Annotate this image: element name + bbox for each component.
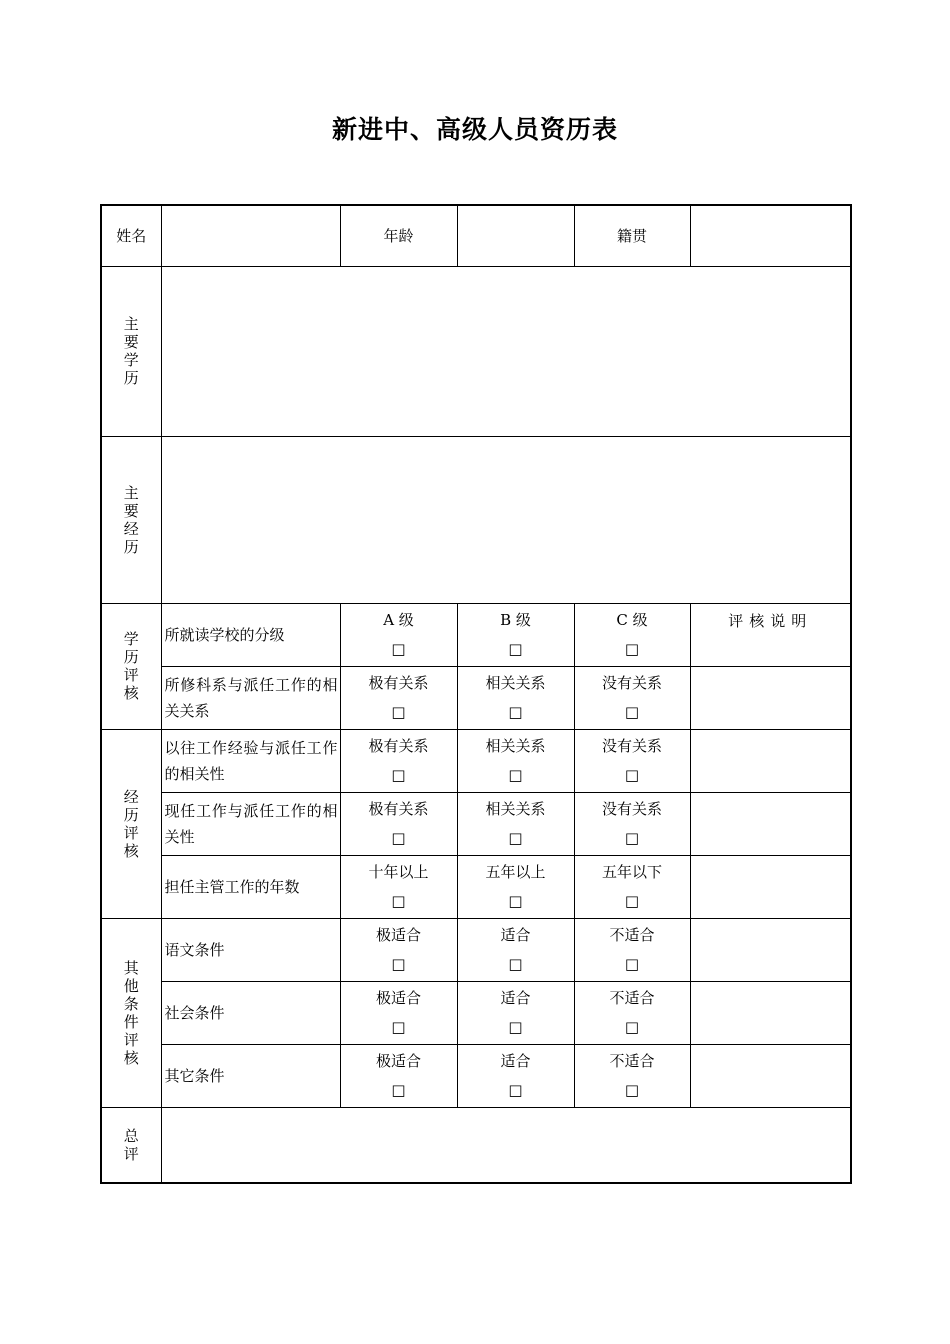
option-cell[interactable] [340, 792, 457, 855]
option-cell[interactable] [574, 603, 690, 666]
checkbox[interactable]: □ [508, 891, 523, 910]
option-cell[interactable] [457, 729, 574, 792]
education-label: 主 要 学 历 [101, 266, 161, 436]
review-note-field[interactable] [690, 666, 851, 729]
option-label: 适合 [500, 988, 531, 1007]
exp-review-item: 以往工作经验与派任工作的相关性 [161, 729, 340, 792]
checkbox[interactable]: □ [391, 954, 406, 973]
option-label: C 级 [616, 610, 648, 629]
option-cell[interactable] [574, 729, 690, 792]
option-label: 极适合 [375, 1051, 421, 1070]
option-label: 适合 [500, 925, 531, 944]
checkbox[interactable]: □ [624, 702, 640, 721]
option-label: 极有关系 [368, 736, 429, 755]
option-label: 相关关系 [485, 799, 546, 818]
other-review-row [101, 918, 851, 981]
option-label: 五年以上 [485, 862, 546, 881]
origin-field[interactable] [690, 205, 851, 266]
review-note-field[interactable] [690, 792, 851, 855]
checkbox[interactable]: □ [508, 765, 523, 784]
option-cell[interactable] [574, 792, 690, 855]
option-cell[interactable] [340, 603, 457, 666]
header-row [101, 205, 851, 266]
experience-label: 主 要 经 历 [101, 436, 161, 603]
option-label: B 级 [500, 610, 531, 629]
checkbox[interactable]: □ [391, 702, 406, 721]
option-label: 极适合 [375, 988, 421, 1007]
checkbox[interactable]: □ [624, 765, 640, 784]
option-label: 五年以下 [601, 862, 662, 881]
option-cell[interactable] [340, 666, 457, 729]
checkbox[interactable]: □ [508, 954, 523, 973]
option-label: 相关关系 [485, 736, 546, 755]
overall-field[interactable] [161, 1107, 851, 1183]
other-review-label: 其 他 条 件 评 核 [101, 918, 161, 1107]
option-label: 相关关系 [485, 673, 546, 692]
checkbox[interactable]: □ [391, 639, 406, 658]
checkbox[interactable]: □ [508, 639, 523, 658]
resume-form-table [100, 204, 852, 1184]
option-label: 十年以上 [368, 862, 429, 881]
review-note-field[interactable] [690, 981, 851, 1044]
checkbox[interactable]: □ [508, 1017, 523, 1036]
name-field[interactable] [161, 205, 340, 266]
option-label: 没有关系 [601, 736, 662, 755]
overall-row [101, 1107, 851, 1183]
checkbox[interactable]: □ [624, 1080, 640, 1099]
option-cell[interactable] [340, 729, 457, 792]
exp-review-row [101, 729, 851, 792]
experience-row [101, 436, 851, 603]
checkbox[interactable]: □ [508, 1080, 523, 1099]
edu-review-row [101, 603, 851, 666]
option-cell[interactable] [457, 666, 574, 729]
checkbox[interactable]: □ [391, 1017, 406, 1036]
other-review-item: 社会条件 [161, 981, 340, 1044]
checkbox[interactable]: □ [624, 954, 640, 973]
option-cell[interactable] [340, 981, 457, 1044]
exp-review-row [101, 855, 851, 918]
edu-review-item: 所就读学校的分级 [161, 603, 340, 666]
option-cell[interactable] [457, 603, 574, 666]
checkbox[interactable]: □ [508, 828, 523, 847]
checkbox[interactable]: □ [624, 639, 640, 658]
option-cell[interactable] [574, 918, 690, 981]
review-note-field[interactable] [690, 855, 851, 918]
review-note-field[interactable] [690, 1044, 851, 1107]
option-label: 极适合 [375, 925, 421, 944]
option-cell[interactable] [457, 981, 574, 1044]
page-title: 新进中、高级人员资历表 [331, 115, 618, 144]
option-label: A 级 [383, 610, 414, 629]
checkbox[interactable]: □ [391, 1080, 406, 1099]
edu-review-label: 学 历 评 核 [101, 603, 161, 729]
review-note-field[interactable] [690, 918, 851, 981]
option-cell[interactable] [340, 855, 457, 918]
name-label: 姓名 [101, 205, 161, 266]
age-label: 年龄 [340, 205, 457, 266]
other-review-row [101, 1044, 851, 1107]
overall-label: 总 评 [101, 1107, 161, 1183]
education-field[interactable] [161, 266, 851, 436]
exp-review-row [101, 792, 851, 855]
origin-label: 籍贯 [574, 205, 690, 266]
exp-review-item: 现任工作与派任工作的相关性 [161, 792, 340, 855]
option-label: 不适合 [609, 988, 655, 1007]
checkbox[interactable]: □ [624, 1017, 640, 1036]
option-label: 没有关系 [601, 799, 662, 818]
exp-review-item: 担任主管工作的年数 [161, 855, 340, 918]
option-cell[interactable] [457, 1044, 574, 1107]
other-review-item: 其它条件 [161, 1044, 340, 1107]
other-review-item: 语文条件 [161, 918, 340, 981]
experience-field[interactable] [161, 436, 851, 603]
option-label: 不适合 [609, 925, 655, 944]
option-cell[interactable] [574, 855, 690, 918]
option-cell[interactable] [457, 918, 574, 981]
option-cell[interactable] [457, 855, 574, 918]
option-cell[interactable] [574, 1044, 690, 1107]
education-row [101, 266, 851, 436]
option-cell[interactable] [574, 981, 690, 1044]
checkbox[interactable]: □ [391, 765, 406, 784]
other-review-row [101, 981, 851, 1044]
option-label: 不适合 [609, 1051, 655, 1070]
checkbox[interactable]: □ [508, 702, 523, 721]
option-label: 没有关系 [601, 673, 662, 692]
option-cell[interactable] [340, 1044, 457, 1107]
checkbox[interactable]: □ [624, 891, 640, 910]
review-note-field[interactable] [690, 729, 851, 792]
checkbox[interactable]: □ [391, 828, 406, 847]
age-field[interactable] [457, 205, 574, 266]
edu-review-item: 所修科系与派任工作的相关关系 [161, 666, 340, 729]
checkbox[interactable]: □ [624, 828, 640, 847]
option-cell[interactable] [457, 792, 574, 855]
checkbox[interactable]: □ [391, 891, 406, 910]
edu-review-row [101, 666, 851, 729]
option-label: 适合 [500, 1051, 531, 1070]
option-label: 极有关系 [368, 673, 429, 692]
option-cell[interactable] [340, 918, 457, 981]
review-note-header: 评核说明 [690, 603, 851, 666]
option-cell[interactable] [574, 666, 690, 729]
exp-review-label: 经 历 评 核 [101, 729, 161, 918]
option-label: 极有关系 [368, 799, 429, 818]
